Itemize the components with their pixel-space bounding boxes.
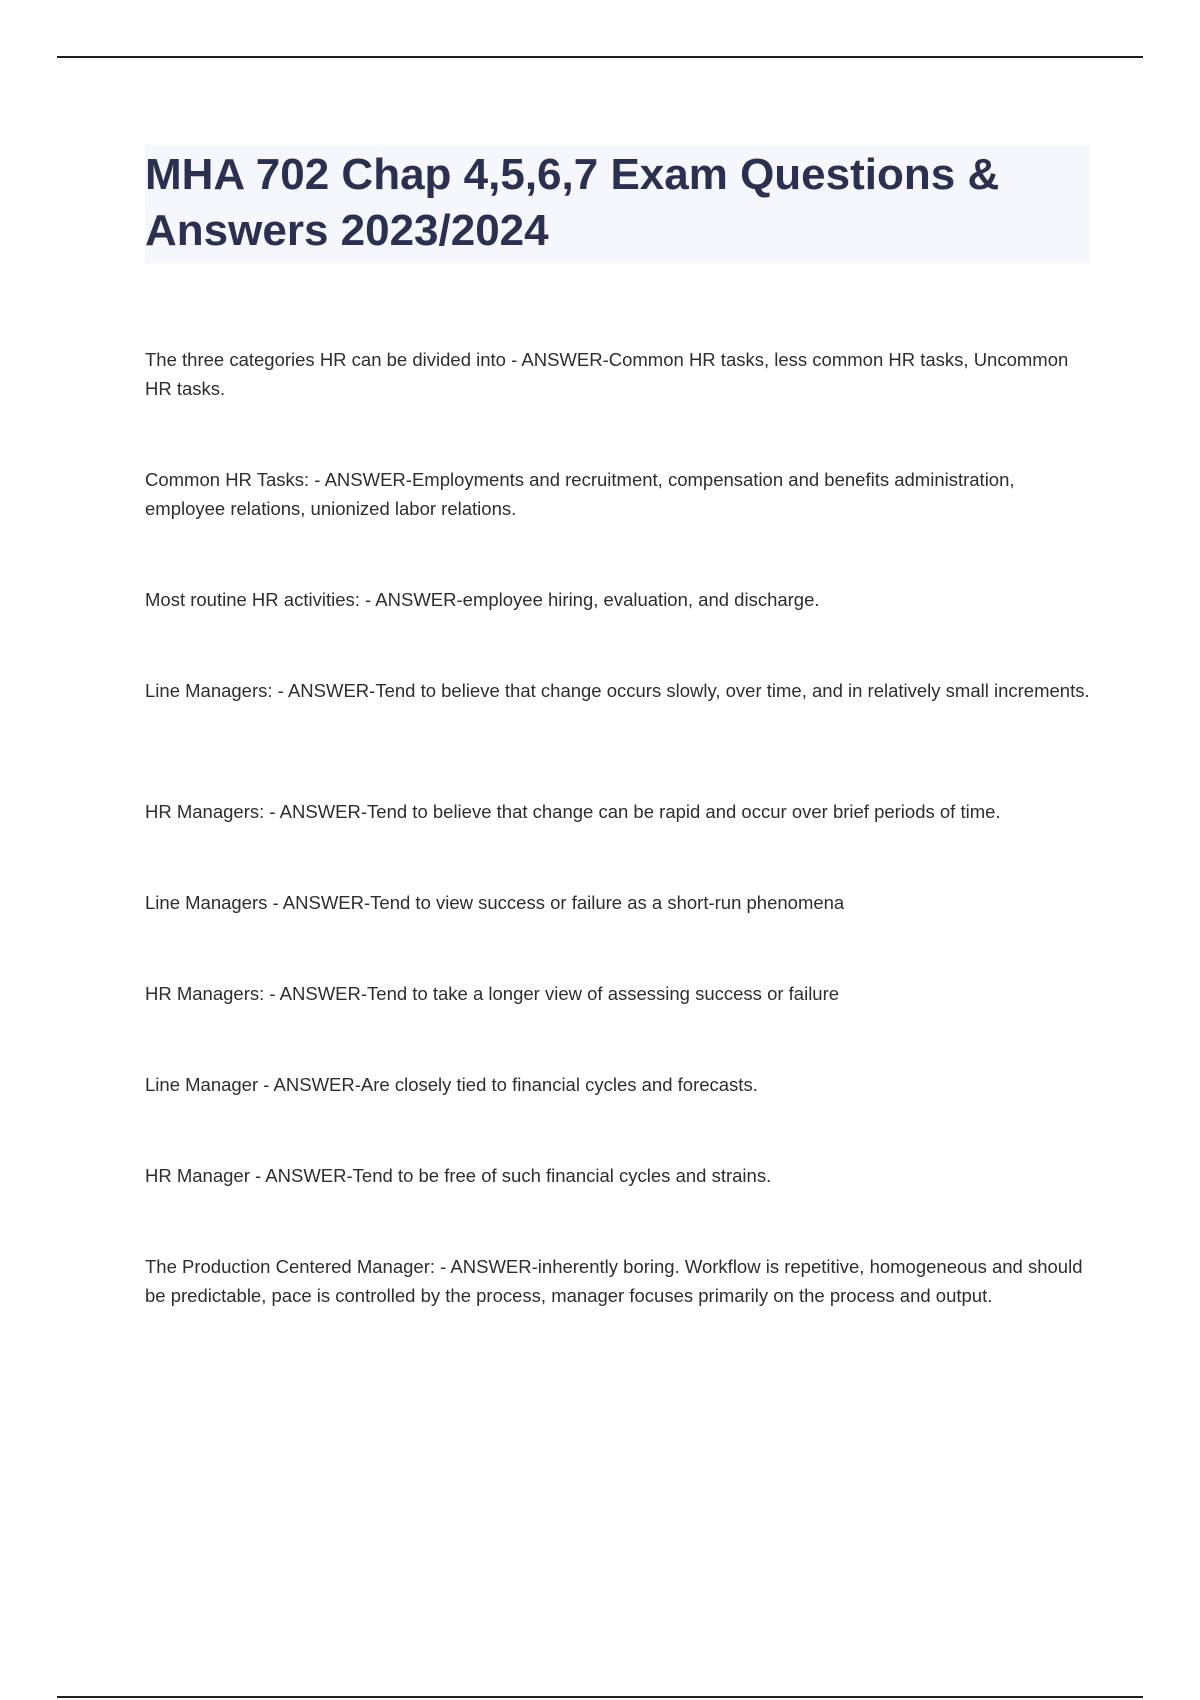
qa-question: Common HR Tasks: xyxy=(145,469,310,490)
qa-question: The Production Centered Manager: xyxy=(145,1256,436,1277)
title-block xyxy=(145,145,1090,263)
qa-answer: Employments and recruitment, compensation and benefits administration, employee relations, unionized labor relations. xyxy=(145,469,1015,519)
top-rule xyxy=(57,56,1143,58)
document-title: MHA 702 Chap 4,5,6,7 Exam Questions & Answers 2023/2024 xyxy=(145,150,1000,255)
qa-answer: Tend to be free of such financial cycles and strains. xyxy=(352,1165,772,1186)
qa-separator: - ANSWER- xyxy=(359,589,463,610)
qa-separator: - ANSWER- xyxy=(272,680,376,701)
qa-item xyxy=(145,1070,1090,1099)
qa-answer: Common HR tasks, less common HR tasks, Uncommon HR tasks. xyxy=(145,349,1069,399)
qa-answer: employee hiring, evaluation, and discharge. xyxy=(462,589,820,610)
qa-item xyxy=(145,345,1090,403)
qa-separator: - ANSWER- xyxy=(264,801,368,822)
qa-separator: - ANSWER- xyxy=(249,1165,353,1186)
qa-item xyxy=(145,797,1090,826)
qa-item xyxy=(145,465,1090,523)
bottom-rule xyxy=(57,1696,1143,1698)
qa-question: Most routine HR activities: xyxy=(145,589,360,610)
qa-item xyxy=(145,1161,1090,1190)
qa-answer: Tend to believe that change occurs slowly, over time, and in relatively small increments. xyxy=(375,680,1090,701)
qa-separator: - ANSWER- xyxy=(267,892,371,913)
qa-question: HR Managers: xyxy=(145,983,265,1004)
qa-answer: Are closely tied to financial cycles and forecasts. xyxy=(360,1074,758,1095)
qa-answer: Tend to view success or failure as a short-run phenomena xyxy=(370,892,845,913)
qa-answer: Tend to take a longer view of assessing success or failure xyxy=(367,983,840,1004)
qa-separator: - ANSWER- xyxy=(258,1074,361,1095)
qa-separator: - ANSWER- xyxy=(435,1256,538,1277)
qa-question: Line Manager xyxy=(145,1074,259,1095)
qa-item xyxy=(145,888,1090,917)
qa-separator: - ANSWER- xyxy=(505,349,609,370)
qa-question: The three categories HR can be divided into xyxy=(145,349,506,370)
qa-item xyxy=(145,676,1090,705)
qa-item xyxy=(145,979,1090,1008)
qa-answer: Tend to believe that change can be rapid and occur over brief periods of time. xyxy=(367,801,1001,822)
qa-question: Line Managers: xyxy=(145,680,273,701)
qa-item xyxy=(145,1252,1090,1310)
qa-answer: inherently boring. Workflow is repetitive, homogeneous and should be predictable, pace is controlled by the process, manager focuses primarily on the process and output. xyxy=(145,1256,1083,1306)
qa-question: HR Managers: xyxy=(145,801,265,822)
qa-question: HR Manager xyxy=(145,1165,250,1186)
qa-separator: - ANSWER- xyxy=(309,469,412,490)
qa-question: Line Managers xyxy=(145,892,268,913)
qa-item xyxy=(145,585,1090,614)
qa-separator: - ANSWER- xyxy=(264,983,368,1004)
